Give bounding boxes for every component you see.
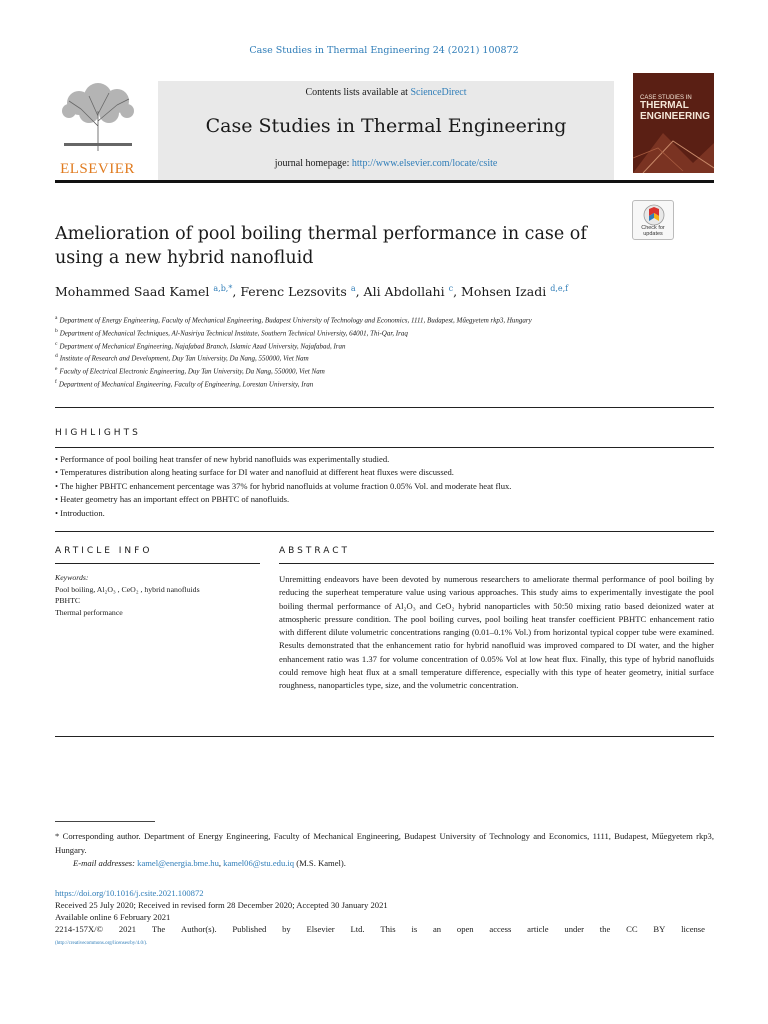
- author[interactable]: [364, 284, 461, 299]
- license-line: [55, 923, 705, 935]
- affiliation-text: Department of Mechanical Techniques, Al-Nasiriya Technical Institute, Southern Technical University, 64001, Thi-Qar, Iraq: [59, 329, 408, 338]
- highlight-text: Temperatures distribution along heating surface for DI water and nanofluid at different heat fluxes were discussed.: [60, 467, 454, 478]
- affiliation-item: [55, 351, 714, 364]
- highlights-rule: [55, 447, 714, 448]
- masthead: [55, 73, 714, 183]
- journal-reference[interactable]: Case Studies in Thermal Engineering 24 (2021) 100872: [249, 45, 519, 56]
- license-word: 2021: [118, 924, 137, 934]
- license-word: open: [456, 924, 474, 934]
- license-word: by: [282, 924, 291, 934]
- email-line: [55, 857, 714, 871]
- abstract-text: Unremitting endeavors have been devoted by numerous researchers to ameliorate thermal performance of pool boiling by reducing the superheat temperature value using various approaches. This study aims to experimentally investigate the pool boiling thermal performance of Al₂O₃ and CeO₂ hybrid nanoparticles with 50:50 mixing ratio based deionized water at atmospheric pressure condition. The pool boiling curves, pool boiling heat transfer coefficient PBHTC enhancement ratio with different dilute volumetric concentrations ranging (0.01–0.1% Vol.) from horizontal typical copper tube were examined. Results demonstrated that the enhancement ratio for hybrid nanofluid was improved compared to DI water, and the higher enhancement ratio was 1.37 for volume concentration of 0.05% Vol at low heat flux. Finally, this type of hybrid nanofluids could remove high heat flux at a small temperature difference, especially with this type of heater geometry, initial surface roughness, nanoparticles type, size, and the volumetric concentration.: [279, 574, 714, 690]
- license-word: 2214-157X/©: [55, 924, 104, 934]
- affiliation-letter: f: [55, 379, 57, 386]
- elsevier-tree-icon: [59, 81, 137, 153]
- highlight-text: Heater geometry has an important effect on PBHTC of nanofluids.: [60, 494, 290, 505]
- email-link-2[interactable]: kamel06@stu.edu.iq: [223, 858, 295, 868]
- affiliation-item: [55, 339, 714, 352]
- license-url-link[interactable]: (http://creativecommons.org/licenses/by/4.0/).: [55, 941, 148, 946]
- keywords-label: Keywords:: [55, 573, 89, 582]
- sciencedirect-link[interactable]: ScienceDirect: [410, 87, 467, 98]
- highlight-item: • Temperatures distribution along heating surface for DI water and nanofluid at different heat fluxes were discussed.: [55, 467, 454, 478]
- received-dates: Received 25 July 2020; Received in revised form 28 December 2020; Accepted 30 January 2021: [55, 900, 388, 910]
- author-name: Ferenc Lezsovits: [240, 284, 347, 300]
- doi-link[interactable]: https://doi.org/10.1016/j.csite.2021.100872: [55, 888, 204, 898]
- publication-info: [55, 887, 714, 950]
- highlight-item: • Heater geometry has an important effect on PBHTC of nanofluids.: [55, 494, 290, 505]
- cover-title-line2: ENGINEERING: [640, 110, 711, 122]
- keywords-block: [55, 572, 270, 618]
- author-affiliation-marks[interactable]: d,e,f: [550, 284, 569, 293]
- affiliation-letter: a: [55, 315, 58, 321]
- author[interactable]: [461, 284, 568, 299]
- abstract-bottom-rule: [55, 736, 714, 737]
- abstract-rule: [279, 563, 714, 564]
- check-badge-label: [633, 225, 673, 237]
- author-name: Mohammed Saad Kamel: [55, 284, 210, 300]
- license-word: Ltd.: [350, 924, 365, 934]
- abstract-heading: ABSTRACT: [279, 546, 351, 556]
- affiliation-letter: c: [55, 340, 58, 347]
- corresponding-author-note: * Corresponding author. Department of Energy Engineering, Faculty of Mechanical Engineering, Budapest University of Technology and Economics, 1111, Budapest, Műegyetem rkp3, Hungary.: [55, 831, 714, 855]
- license-word: license: [681, 924, 705, 934]
- contents-line: [158, 87, 614, 98]
- affiliation-item: [55, 313, 714, 326]
- check-badge-line1: Check for: [641, 225, 665, 231]
- highlight-text: Performance of pool boiling heat transfer of new hybrid nanofluids was experimentally studied.: [60, 454, 390, 464]
- license-word: is: [411, 924, 418, 934]
- journal-cover-image[interactable]: [633, 73, 714, 173]
- author-separator: ,: [355, 284, 364, 300]
- affiliation-letter: e: [55, 366, 58, 373]
- license-word: under: [564, 924, 584, 934]
- license-word: access: [489, 924, 512, 934]
- affiliation-text: Department of Mechanical Engineering, Najafabad Branch, Islamic Azad University, Najafabad, Iran: [59, 341, 346, 350]
- check-updates-icon: [643, 204, 665, 226]
- affiliation-item: [55, 364, 714, 377]
- cover-small-text: CASE STUDIES IN: [640, 95, 692, 101]
- elsevier-wordmark: ELSEVIER: [60, 161, 135, 177]
- license-word: BY: [653, 924, 666, 934]
- cover-text: [640, 95, 710, 122]
- keyword-item: Pool boiling, Al₂O₃ , CeO₂ , hybrid nanofluids: [55, 584, 200, 594]
- author[interactable]: [55, 284, 240, 299]
- highlight-text: Introduction.: [60, 507, 105, 518]
- elsevier-logo[interactable]: [55, 81, 140, 181]
- highlights-list: [55, 453, 714, 520]
- license-word: This: [380, 924, 396, 934]
- article-info-heading: ARTICLE INFO: [55, 546, 153, 556]
- journal-banner: [158, 81, 614, 181]
- highlight-item: • Performance of pool boiling heat transfer of new hybrid nanofluids was experimentally studied.: [55, 454, 390, 464]
- check-for-updates-badge[interactable]: [632, 200, 674, 240]
- homepage-link[interactable]: http://www.elsevier.com/locate/csite: [351, 158, 498, 169]
- license-word: Author(s).: [181, 924, 217, 934]
- author-separator: ,: [453, 284, 462, 300]
- affiliation-list: [55, 313, 714, 390]
- section-divider: [55, 407, 714, 408]
- highlight-item: • Introduction.: [55, 507, 105, 518]
- license-word: article: [527, 924, 549, 934]
- affiliation-item: [55, 377, 714, 390]
- available-online: Available online 6 February 2021: [55, 912, 171, 922]
- homepage-line: [158, 158, 614, 169]
- affiliation-item: [55, 326, 714, 339]
- cover-title-line1: THERMAL: [640, 100, 689, 112]
- article-title: Amelioration of pool boiling thermal performance in case of using a new hybrid nanofluid: [55, 224, 587, 268]
- contents-prefix: Contents lists available at: [305, 87, 411, 98]
- author-affiliation-marks[interactable]: a: [350, 284, 356, 293]
- license-word: an: [432, 924, 442, 934]
- homepage-prefix: journal homepage:: [274, 158, 352, 169]
- check-badge-line2: updates: [643, 231, 663, 237]
- highlight-text: The higher PBHTC enhancement percentage was 37% for hybrid nanofluids at volume fraction 0.05% Vol. and moderate heat flux.: [60, 480, 512, 491]
- affiliation-letter: b: [55, 327, 58, 334]
- affiliation-letter: d: [55, 353, 58, 360]
- footnote-rule: [55, 821, 155, 822]
- email-suffix: (M.S. Kamel).: [294, 858, 346, 868]
- author-name: Mohsen Izadi: [461, 284, 547, 300]
- license-word: CC: [626, 924, 638, 934]
- affiliation-text: Department of Energy Engineering, Faculty of Mechanical Engineering, Budapest University of Technology and Economics, 1111, Budapest, Műegyetem rkp3, Hungary: [59, 316, 532, 325]
- author[interactable]: [240, 284, 363, 299]
- license-word: Elsevier: [306, 924, 335, 934]
- footnote-block: [55, 830, 714, 871]
- author-affiliation-marks[interactable]: c: [448, 284, 454, 293]
- affiliation-text: Department of Mechanical Engineering, Faculty of Engineering, Lorestan University, Iran: [58, 380, 314, 389]
- email-label: E-mail addresses:: [73, 858, 138, 868]
- author-list: [55, 284, 714, 299]
- journal-title: Case Studies in Thermal Engineering: [205, 115, 567, 137]
- affiliation-text: Faculty of Electrical Electronic Engineering, Duy Tan University, Da Nang, 550000, Viet Nam: [59, 367, 325, 376]
- masthead-rule: [55, 180, 714, 183]
- cover-graphic-icon: [633, 123, 714, 173]
- author-affiliation-marks[interactable]: a,b,*: [213, 284, 233, 293]
- highlights-bottom-rule: [55, 531, 714, 532]
- keyword-item: PBHTC: [55, 596, 81, 605]
- license-word: Published: [232, 924, 267, 934]
- email-link-1[interactable]: kamel@energia.bme.hu: [137, 858, 219, 868]
- author-name: Ali Abdollahi: [363, 284, 445, 300]
- author-separator: ,: [232, 284, 241, 300]
- highlight-item: • The higher PBHTC enhancement percentage was 37% for hybrid nanofluids at volume fraction 0.05% Vol. and moderate heat flux.: [55, 480, 512, 491]
- email-separator: ,: [218, 858, 224, 868]
- keyword-item: Thermal performance: [55, 607, 123, 617]
- license-word: The: [151, 924, 166, 934]
- article-info-rule: [55, 563, 260, 564]
- license-word: the: [599, 924, 611, 934]
- highlights-heading: HIGHLIGHTS: [55, 428, 141, 438]
- affiliation-text: Institute of Research and Development, Duy Tan University, Da Nang, 550000, Viet Nam: [59, 354, 309, 363]
